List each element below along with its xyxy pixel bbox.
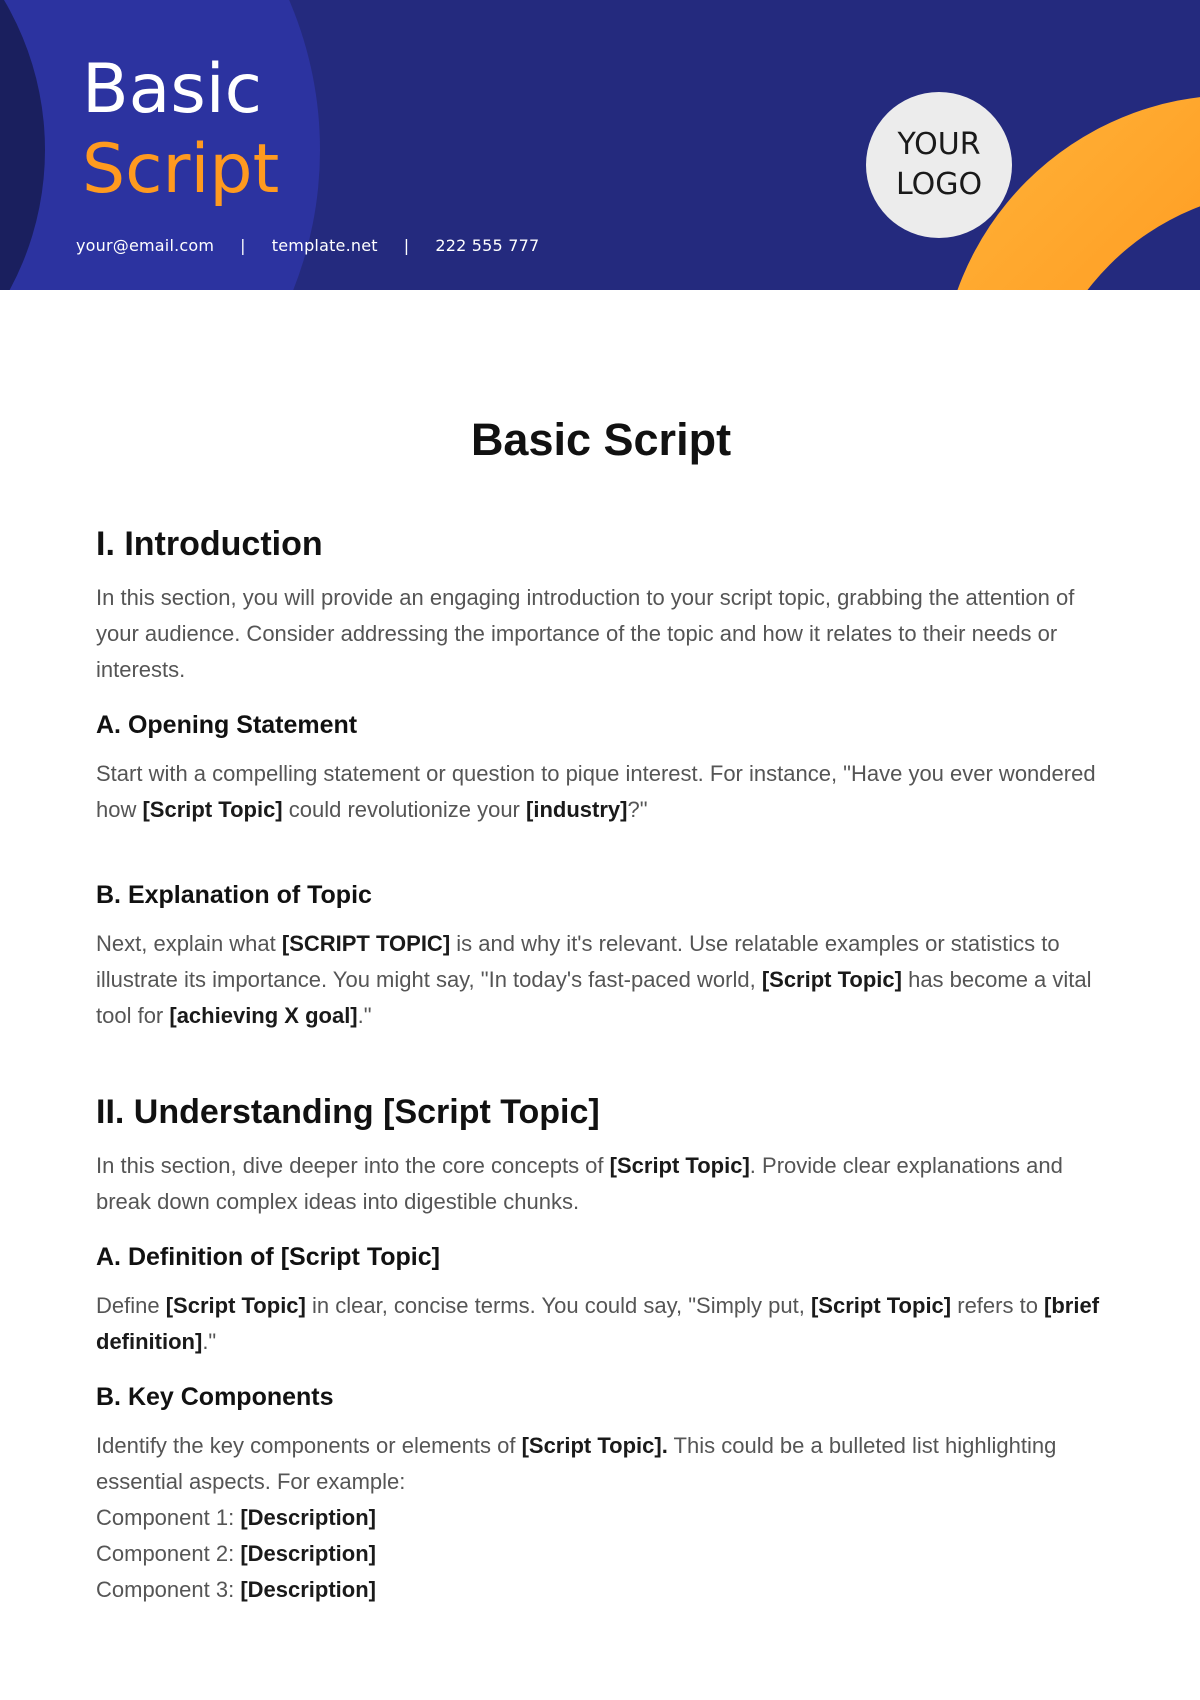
component-label: Component 1: [96, 1505, 241, 1530]
placeholder-tag: [Description] [240, 1577, 376, 1602]
section-intro [96, 1148, 1106, 1220]
logo-placeholder [866, 92, 1012, 238]
paragraph-text: In this section, you will provide an engaging introduction to your script topic, grabbing the attention of your audience. Consider addressing the importance of the topic and how it relates to their needs or interests. [96, 585, 1075, 682]
contact-phone: 222 555 777 [435, 236, 540, 255]
header-banner [0, 0, 1200, 290]
subsection-paragraph [96, 756, 1106, 828]
paragraph-text: Identify the key components or elements of [96, 1433, 522, 1458]
placeholder-tag: [brief definition] [96, 1293, 1100, 1354]
paragraph-text: This could be a bulleted list highlighting essential aspects. For example: [96, 1433, 1057, 1494]
section-intro [96, 580, 1106, 688]
placeholder-tag: [industry] [526, 797, 628, 822]
banner-title-line2: Script [82, 130, 280, 209]
banner-title-line1: Basic [82, 50, 263, 129]
subsection-paragraph [96, 1288, 1106, 1360]
placeholder-tag: [Script Topic] [810, 1293, 952, 1318]
subsection-heading: B. Explanation of Topic [96, 881, 372, 909]
subsection-heading: B. Key Components [96, 1383, 334, 1411]
paragraph-text: has become a vital tool for [96, 967, 1092, 1028]
contact-website: template.net [271, 236, 378, 255]
logo-line1: YOUR [897, 127, 981, 162]
subsection-heading: A. Opening Statement [96, 711, 358, 739]
list-item [96, 1536, 1106, 1572]
section-heading: II. Understanding [Script Topic] [96, 1093, 600, 1131]
placeholder-tag: [Description] [240, 1505, 376, 1530]
placeholder-tag: [Script Topic] [142, 797, 283, 822]
list-item [96, 1572, 1106, 1608]
placeholder-tag: [Script Topic] [165, 1293, 306, 1318]
paragraph-text: ." [357, 1003, 372, 1028]
banner-title [82, 50, 279, 210]
contact-info [76, 236, 539, 255]
list-item [96, 1500, 1106, 1536]
subsection-paragraph [96, 1428, 1106, 1500]
logo-text [879, 125, 999, 205]
paragraph-text: in clear, concise terms. You could say, "Simply put, [305, 1293, 811, 1318]
document-title: Basic Script [470, 414, 732, 465]
placeholder-tag: [SCRIPT TOPIC] [281, 931, 451, 956]
paragraph-text: . Provide clear explanations and break down complex ideas into digestible chunks. [96, 1153, 1063, 1214]
component-label: Component 2: [96, 1541, 241, 1566]
placeholder-tag: [Description] [240, 1541, 376, 1566]
section-heading: I. Introduction [96, 525, 323, 563]
paragraph-text: In this section, dive deeper into the core concepts of [96, 1153, 610, 1178]
paragraph-text: could revolutionize your [282, 797, 526, 822]
placeholder-tag: [Script Topic]. [521, 1433, 668, 1458]
paragraph-text: Define [96, 1293, 166, 1318]
subsection-heading: A. Definition of [Script Topic] [96, 1243, 440, 1271]
paragraph-text: is and why it's relevant. Use relatable examples or statistics to illustrate its importance. You might say, "In today's fast-paced world, [96, 931, 1060, 992]
placeholder-tag: [Script Topic] [761, 967, 902, 992]
subsection-paragraph [96, 926, 1106, 1034]
contact-separator: | [403, 236, 410, 255]
paragraph-text: Start with a compelling statement or question to pique interest. For instance, "Have you ever wondered how [96, 761, 1096, 822]
paragraph-text: ?" [627, 797, 648, 822]
contact-email: your@email.com [76, 236, 215, 255]
contact-separator: | [240, 236, 246, 255]
placeholder-tag: [Script Topic] [609, 1153, 750, 1178]
paragraph-text: ." [202, 1329, 217, 1354]
paragraph-text: Next, explain what [96, 931, 282, 956]
document-body [96, 410, 1106, 1608]
component-label: Component 3: [96, 1577, 241, 1602]
paragraph-text: refers to [951, 1293, 1045, 1318]
logo-line2: LOGO [895, 167, 983, 202]
placeholder-tag: [achieving X goal] [169, 1003, 358, 1028]
